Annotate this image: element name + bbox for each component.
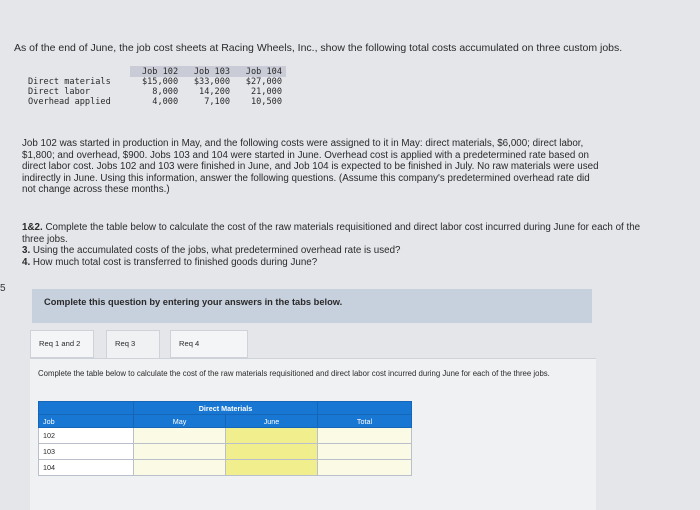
- question-4: 4. How much total cost is transferred to finished goods during June?: [22, 257, 318, 268]
- may-input-102[interactable]: [134, 428, 226, 444]
- question-3: 3. Using the accumulated costs of the jobs, what predetermined overhead rate is used?: [22, 245, 401, 256]
- table-row: 104: [39, 460, 412, 476]
- cost-row-overhead: Overhead applied 4,000 7,100 10,500: [28, 97, 282, 107]
- tab-req-4[interactable]: Req 4: [170, 330, 248, 358]
- table-row: 103: [39, 444, 412, 460]
- problem-paragraph: Job 102 was started in production in May, and the following costs were assigned to it in May: direct materials, $6,000; direct labor, $1,800; and overhead, $900. Jobs 103 and 104 were started in June. Overhead cost is applied with a predetermined rate based on direct labor cost. Jobs 102 and 103 were finished in June, and Job 104 is expected to be finished in July. No raw materials were used indirectly in June. Using this information, answer the following questions. (Assume this company's predetermined overhead rate did not change across these months.): [22, 138, 599, 195]
- col-header-job: Job: [39, 415, 134, 428]
- col-header-june: June: [226, 415, 318, 428]
- cost-header-job104: Job 104: [234, 66, 286, 77]
- cost-header-job103: Job 103: [182, 66, 234, 77]
- col-header-total: Total: [318, 415, 412, 428]
- question-1-2: 1&2. Complete the table below to calculate the cost of the raw materials requisitioned and direct labor cost incurred during June for each of the three jobs.: [22, 222, 641, 245]
- total-input-104[interactable]: [318, 460, 412, 476]
- tab-req-1-2[interactable]: Req 1 and 2: [30, 330, 94, 358]
- cost-row-labor: Direct labor 8,000 14,200 21,000: [28, 87, 282, 97]
- col-header-may: May: [134, 415, 226, 428]
- june-input-104[interactable]: [226, 460, 318, 476]
- job-cost-table: [26, 66, 286, 107]
- panel-instruction: Complete the table below to calculate the cost of the raw materials requisitioned and direct labor cost incurred during June for each of the three jobs.: [38, 369, 550, 378]
- may-input-103[interactable]: [134, 444, 226, 460]
- cost-row-materials: Direct materials $15,000 $33,000 $27,000: [28, 77, 282, 87]
- may-input-104[interactable]: [134, 460, 226, 476]
- tab-req-3[interactable]: Req 3: [106, 330, 160, 358]
- cost-header-job102: Job 102: [130, 66, 182, 77]
- june-input-102[interactable]: [226, 428, 318, 444]
- table-row: 102: [39, 428, 412, 444]
- total-input-103[interactable]: [318, 444, 412, 460]
- intro-text: As of the end of June, the job cost sheets at Racing Wheels, Inc., show the following total costs accumulated on three custom jobs.: [14, 42, 623, 54]
- direct-materials-table: [38, 401, 412, 476]
- june-input-103[interactable]: [226, 444, 318, 460]
- group-header: Direct Materials: [134, 402, 318, 415]
- edge-mark: 5: [0, 283, 6, 294]
- question-panel: [30, 358, 596, 510]
- instruction-banner: Complete this question by entering your answers in the tabs below.: [32, 289, 592, 323]
- total-input-102[interactable]: [318, 428, 412, 444]
